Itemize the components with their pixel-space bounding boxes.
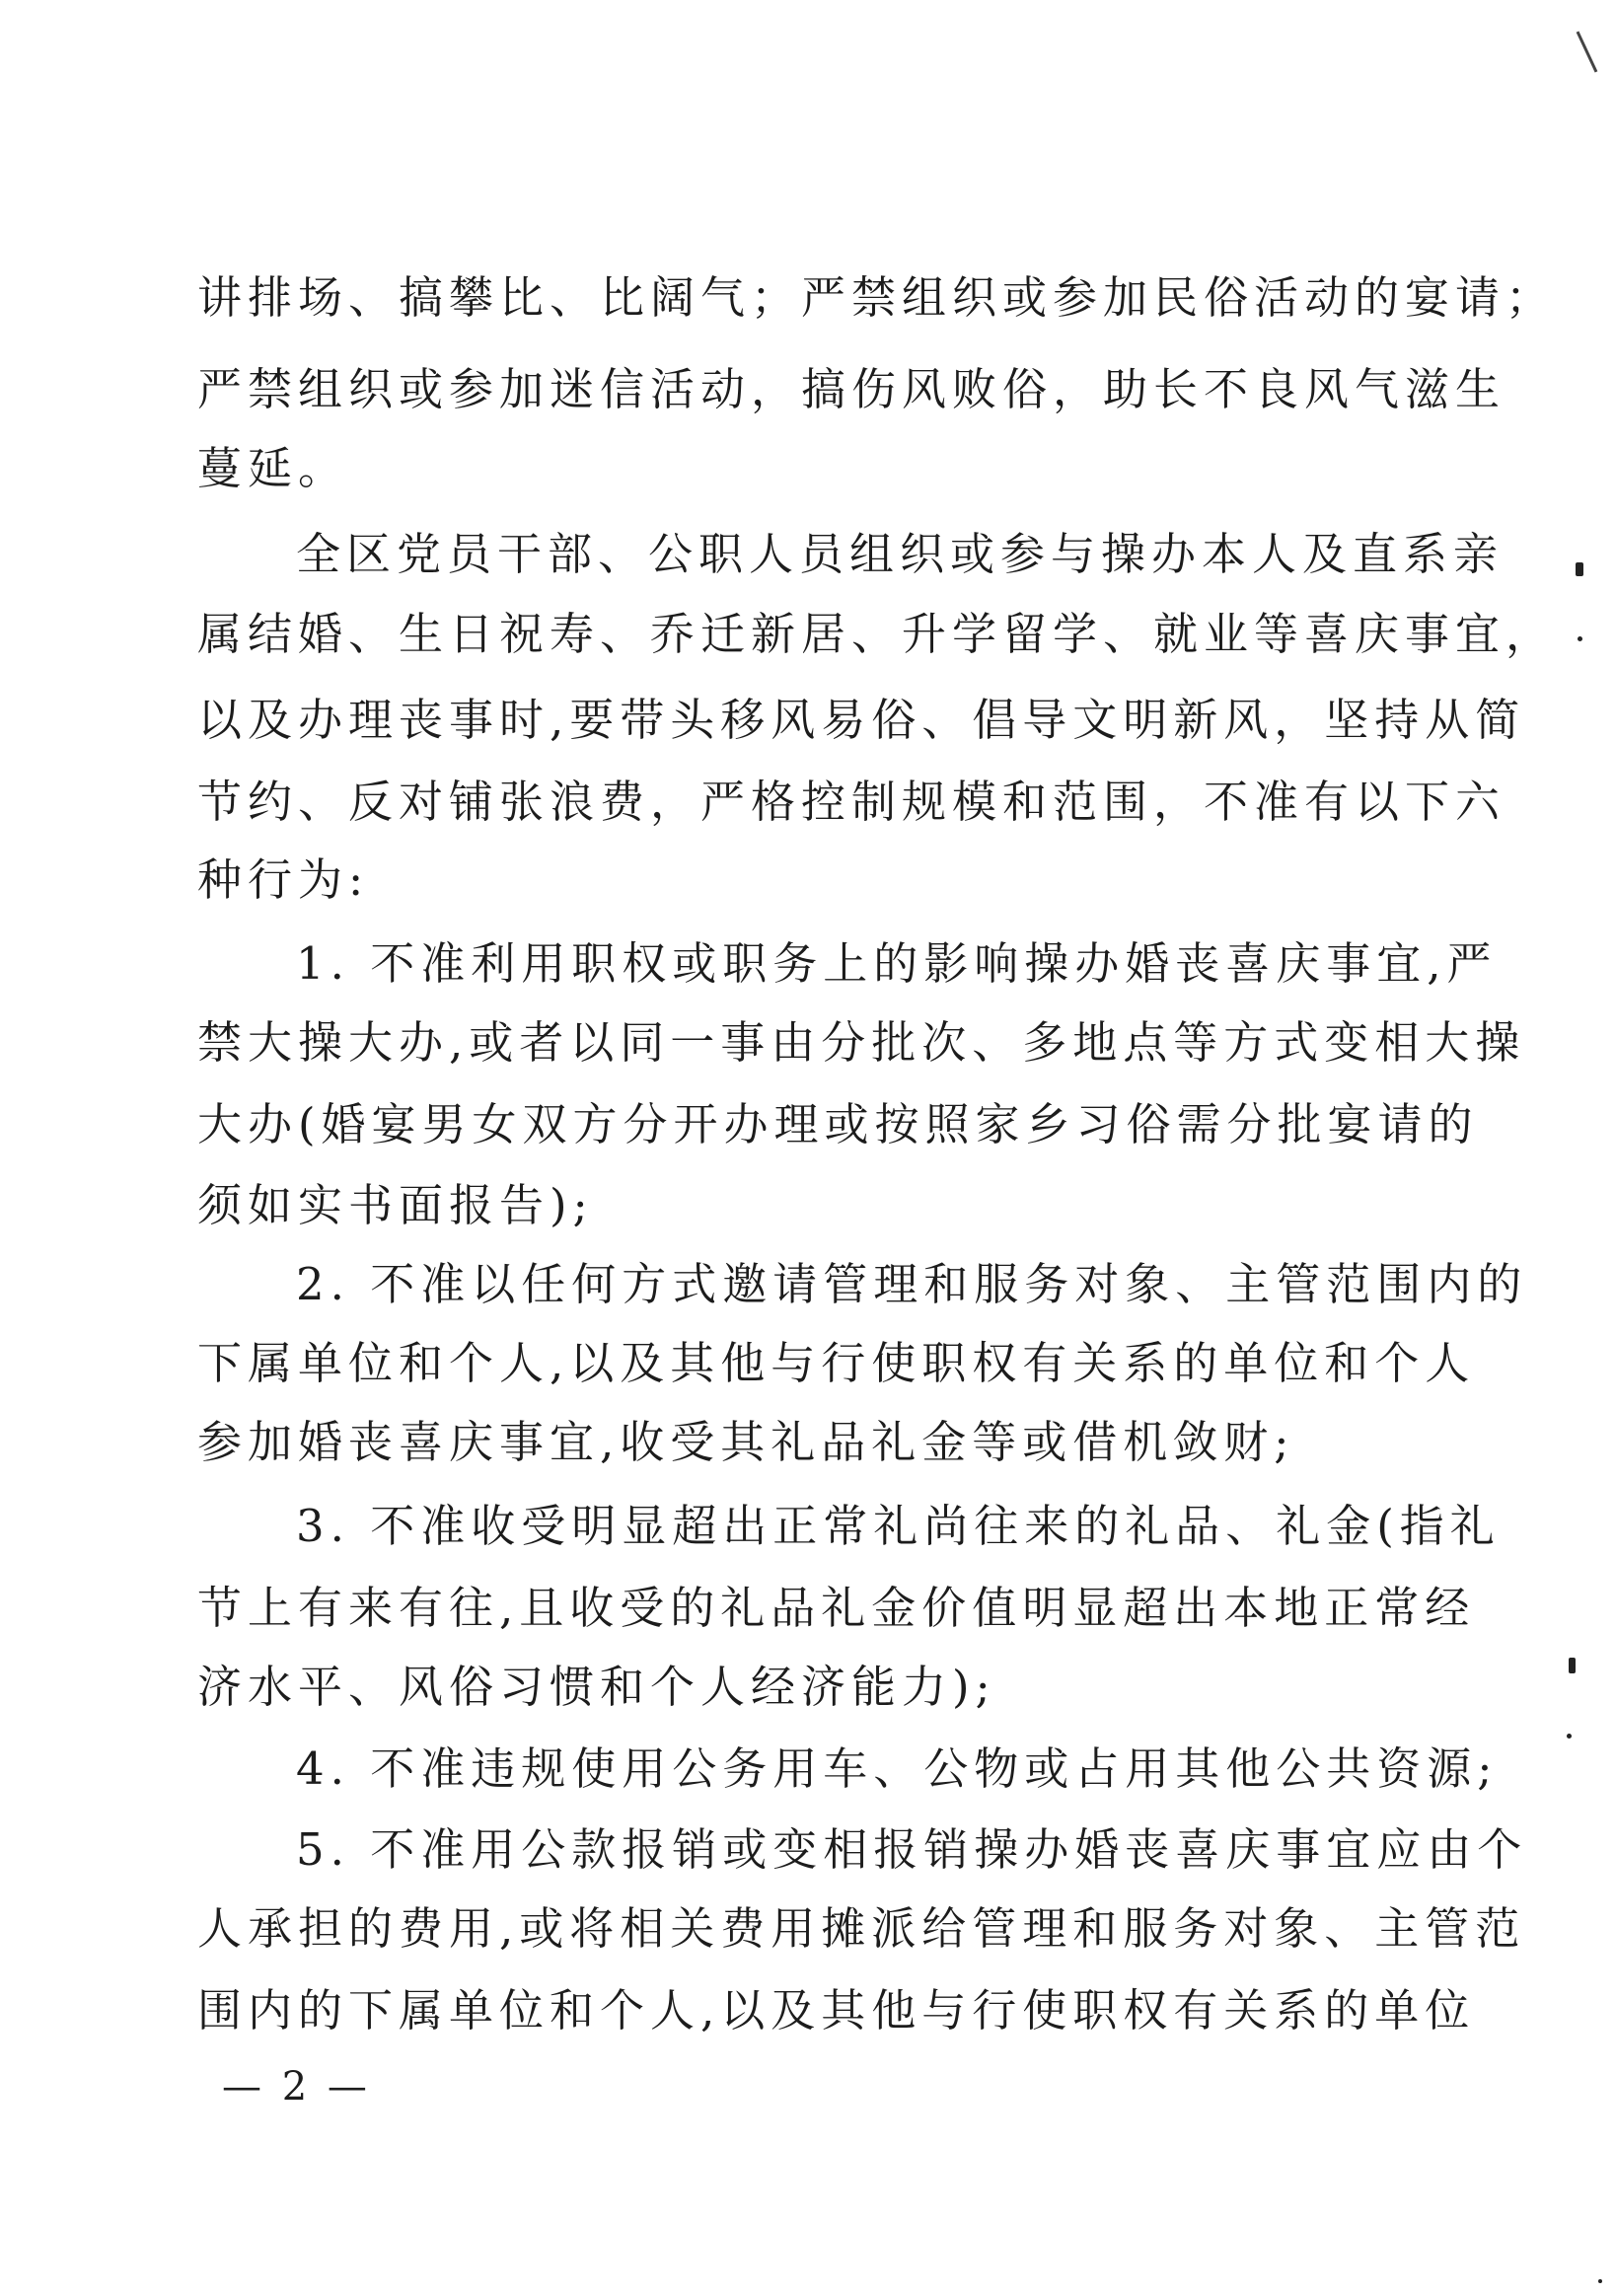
body-line-6: 以及办理丧事时,要带头移风易俗、倡导文明新风，坚持从简 [197,694,1526,746]
scan-mark-dot [1567,1734,1572,1739]
list-item-2-line-3: 参加婚丧喜庆事宜,收受其礼品礼金等或借机敛财; [197,1416,1295,1468]
scan-mark-speck [1569,1658,1576,1673]
list-item-1-line-3: 大办(婚宴男女双方分开办理或按照家乡习俗需分批宴请的 [197,1098,1479,1150]
body-line-8: 种行为: [197,853,370,906]
list-item-3-line-3: 济水平、风俗习惯和个人经济能力); [197,1661,996,1713]
list-item-2-line-1: 2. 不准以任何方式邀请管理和服务对象、主管范围内的 [296,1258,1528,1310]
body-line-5: 属结婚、生日祝寿、乔迁新居、升学留学、就业等喜庆事宜， [197,608,1557,660]
body-line-7: 节约、反对铺张浪费，严格控制规模和范围，不准有以下六 [197,776,1506,828]
body-line-2: 严禁组织或参加迷信活动，搞伤风败俗，助长不良风气滋生 [197,363,1506,415]
list-item-5-line-2: 人承担的费用,或将相关费用摊派给管理和服务对象、主管范 [197,1902,1526,1955]
body-line-4: 全区党员干部、公职人员组织或参与操办本人及直系亲 [296,528,1505,580]
list-item-5-line-1: 5. 不准用公款报销或变相报销操办婚丧喜庆事宜应由个 [296,1823,1528,1876]
list-item-1-line-2: 禁大操大办,或者以同一事由分批次、多地点等方式变相大操 [197,1016,1526,1069]
list-item-1-line-1: 1. 不准利用职权或职务上的影响操办婚丧喜庆事宜,严 [296,937,1498,990]
body-line-1: 讲排场、搞攀比、比阔气；严禁组织或参加民俗活动的宴请； [197,271,1557,324]
list-item-4-line-1: 4. 不准违规使用公务用车、公物或占用其他公共资源; [296,1742,1499,1795]
scan-mark-dot [1578,636,1582,641]
scan-mark-slash [1577,31,1598,72]
list-item-1-line-4: 须如实书面报告); [197,1179,594,1231]
list-item-5-line-3: 围内的下属单位和个人,以及其他与行使职权有关系的单位 [197,1984,1476,2037]
scan-mark-dot [1598,2279,1602,2283]
page-number: — 2 — [222,2064,371,2110]
list-item-2-line-2: 下属单位和个人,以及其他与行使职权有关系的单位和个人 [197,1337,1476,1389]
list-item-3-line-1: 3. 不准收受明显超出正常礼尚往来的礼品、礼金(指礼 [296,1500,1501,1552]
scan-mark-speck [1576,562,1583,576]
list-item-3-line-2: 节上有来有往,且收受的礼品礼金价值明显超出本地正常经 [197,1582,1476,1634]
body-line-3: 蔓延。 [197,442,349,494]
